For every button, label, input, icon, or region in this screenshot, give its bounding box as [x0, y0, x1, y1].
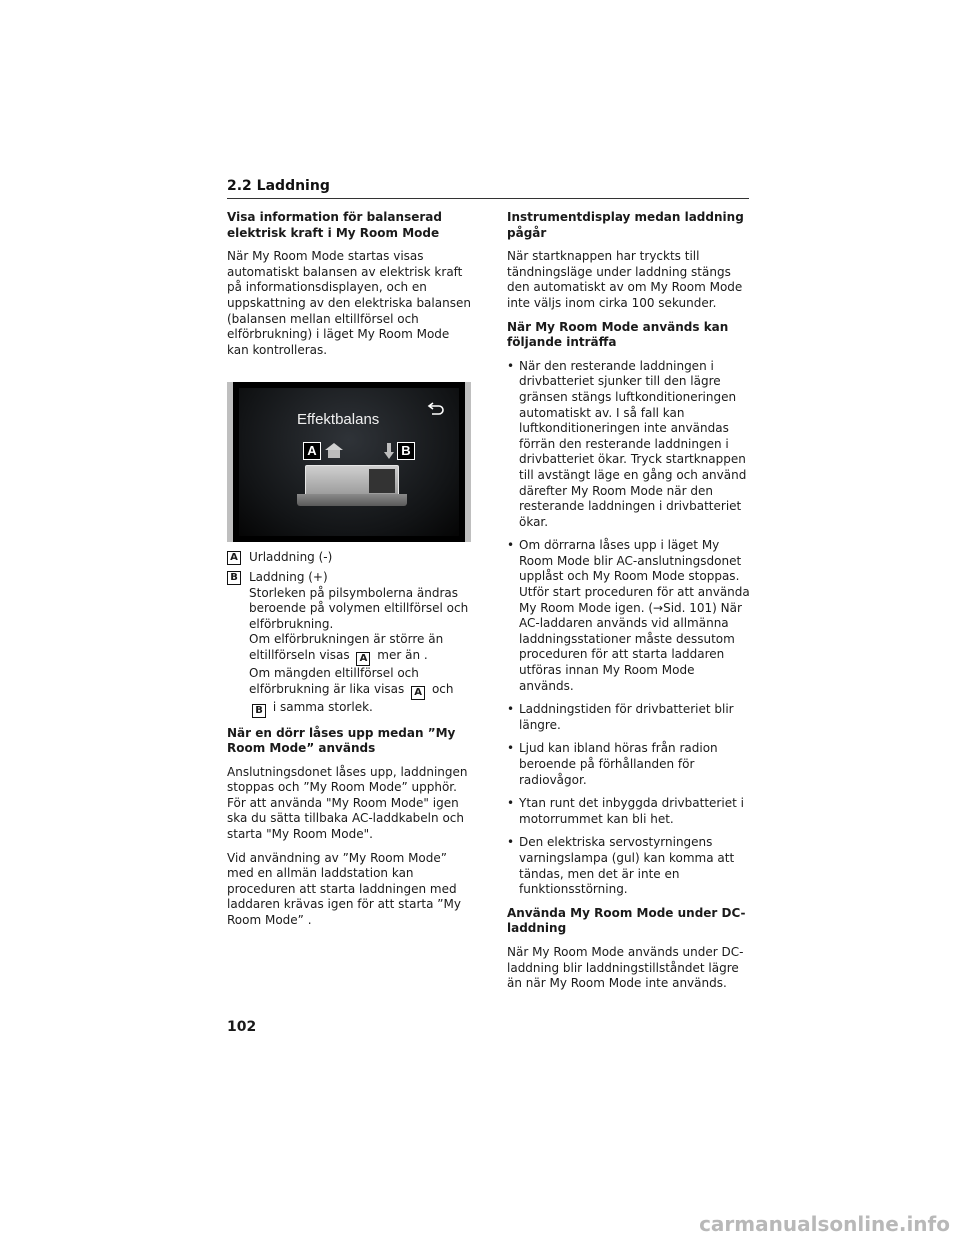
heading-may-occur: När My Room Mode används kan följande inträffa: [507, 319, 729, 350]
heading-instrument-display: Instrumentdisplay medan laddning pågår: [507, 210, 744, 240]
house-icon: [324, 441, 344, 459]
bullet-list: [507, 359, 751, 898]
legend-b-key: B: [227, 571, 241, 585]
desc2-part-b: mer än .: [377, 647, 428, 662]
list-item: • Ljud kan ibland höras från radion beroende på förhållanden för radiovågor.: [507, 741, 751, 788]
desc3-part-a: Om mängden eltillförsel och elförbrukning är lika visas: [249, 665, 419, 696]
legend-b-desc2: [249, 632, 471, 666]
list-item: • Om dörrarna låses upp i läget My Room Mode blir AC-anslutningsdonet upplåst och My Room Mode stoppas. Utför start proceduren för att använda My Room Mode igen. (→Sid. 101) När AC-laddaren används vid allmänna laddningsstationer måste dessutom proceduren för att starta laddaren utföras innan My Room Mode används.: [507, 538, 751, 694]
heading-dc-charging: Använda My Room Mode under DC-laddning: [507, 905, 746, 936]
legend-b-desc1: Storleken på pilsymbolerna ändras beroende på volymen eltillförsel och elförbrukning.: [249, 585, 469, 631]
battery-icon: [305, 465, 399, 497]
right-column: [507, 210, 751, 1000]
heading-balanced-power: Visa information för balanserad elektrisk kraft i My Room Mode: [227, 210, 442, 240]
watermark: carmanualsonline.info: [699, 1212, 950, 1236]
figure-title: Effektbalans: [297, 411, 380, 429]
paragraph-door-unlock: Anslutningsdonet låses upp, laddningen stoppas och ”My Room Mode” upphör. För att använda "My Room Mode" igen ska du sätta tillbaka AC-laddkabeln och starta "My Room Mode".: [227, 764, 468, 842]
page-number: 102: [227, 1019, 257, 1035]
display-screen: [239, 388, 459, 536]
list-item: • Ytan runt det inbyggda drivbatteriet i motorrummet kan bli het.: [507, 796, 751, 827]
left-column: [227, 210, 471, 937]
inline-key-b: B: [252, 704, 266, 718]
legend-a-text: Urladdning (-): [249, 550, 333, 565]
list-item: • Laddningstiden för drivbatteriet blir längre.: [507, 702, 751, 733]
power-balance-figure: [227, 382, 471, 542]
legend-b-text: Laddning (+): [249, 569, 328, 584]
legend-a-key: A: [227, 551, 241, 565]
list-item: • När den resterande laddningen i drivbatteriet sjunker till den lägre gränsen stängs luftkonditioneringen automatiskt av. I så fall kan luftkonditioneringen inte användas förrän den resterande laddningen i drivbatteriet ökar. Tryck startknappen till avstängt läge en gång och använd därefter My Room Mode när den resterande laddningen i drivbatteriet ökar.: [507, 359, 751, 531]
back-icon: [427, 402, 445, 416]
label-a-box: A: [303, 442, 321, 460]
inline-key-a-2: A: [411, 686, 425, 700]
down-arrow-icon: [384, 443, 394, 459]
legend-a: [227, 550, 471, 566]
inline-key-a: A: [356, 652, 370, 666]
section-header: 2.2 Laddning: [227, 178, 749, 199]
desc3-part-c: i samma storlek.: [272, 699, 373, 714]
paragraph-balanced-power: När My Room Mode startas visas automatiskt balansen av elektrisk kraft på informationsdisplayen, och en uppskattning av den elektriska balansen (balansen mellan eltillförsel och elförbrukning) i läget My Room Mode kan kontrolleras.: [227, 249, 471, 357]
list-item: • Den elektriska servostyrningens varningslampa (gul) kan komma att tändas, men det är inte en funktionsstörning.: [507, 835, 751, 897]
legend-b-desc3: [249, 666, 471, 718]
paragraph-public-station: Vid användning av ”My Room Mode” med en allmän laddstation kan proceduren att starta laddningen med laddaren krävas igen för att starta ”My Room Mode” .: [227, 850, 461, 928]
battery-base: [297, 494, 407, 506]
desc2-part-a: Om elförbrukningen är större än eltillförseln visas: [249, 632, 444, 662]
paragraph-instrument-display: När startknappen har tryckts till tändningsläge under laddning stängs den automatiskt av om My Room Mode inte väljs inom cirka 100 sekunder.: [507, 249, 743, 310]
label-b-box: B: [397, 442, 415, 460]
legend-b: [227, 570, 471, 718]
desc3-part-b: och: [431, 681, 454, 696]
heading-door-unlock: När en dörr låses upp medan ”My Room Mode” används: [227, 725, 456, 756]
paragraph-dc-charging: När My Room Mode används under DC-laddning blir laddningstillståndet lägre än när My Room Mode inte används.: [507, 944, 744, 991]
